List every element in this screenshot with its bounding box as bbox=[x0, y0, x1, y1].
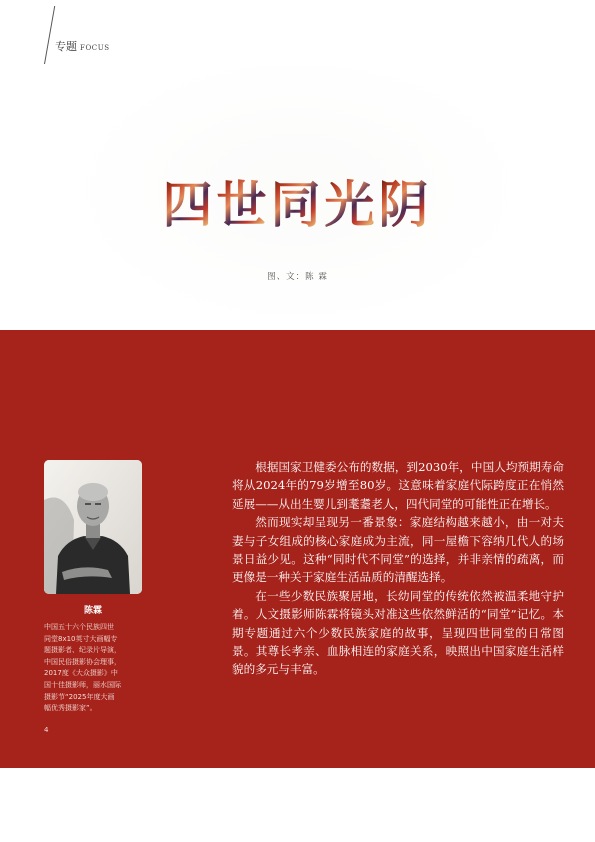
section-label bbox=[55, 38, 110, 54]
title-char-4: 光 bbox=[325, 170, 379, 240]
section-label-cn: 专题 bbox=[55, 40, 77, 53]
body-paragraph: 在一些少数民族聚居地，长幼同堂的传统依然被温柔地守护着。人文摄影师陈霖将镜头对准这些依然鲜活的“同堂”记忆。本期专题通过六个少数民族家庭的故事，呈现四世同堂的日常图景。其尊长孝亲、血脉相连的家庭关系，映照出中国家庭生活样貌的多元与丰富。 bbox=[232, 588, 564, 677]
author-portrait bbox=[44, 460, 142, 594]
article-body bbox=[232, 458, 564, 679]
bio-line: 中国五十六个民族四世 bbox=[44, 623, 114, 631]
section-label-en: FOCUS bbox=[80, 44, 110, 52]
bio-line: 题摄影者、纪录片导演， bbox=[44, 646, 121, 655]
bio-line: 同堂8x10英寸大画幅专 bbox=[44, 634, 118, 643]
bio-line: 2017度《大众摄影》中 bbox=[44, 669, 118, 678]
page-number: 4 bbox=[44, 726, 49, 734]
bio-line: 摄影节“2025年度大画 bbox=[44, 692, 115, 701]
author-portrait-illustration bbox=[44, 460, 142, 594]
title-char-1: 四 bbox=[163, 170, 217, 240]
title-char-3: 同 bbox=[271, 170, 325, 240]
header-rule bbox=[44, 6, 55, 64]
body-paragraph: 根据国家卫健委公布的数据，到2030年，中国人均预期寿命将从2024年的79岁增至80岁。这意味着家庭代际跨度正在悄然延展——从出生婴儿到耄耋老人，四代同堂的可能性正在增长。 bbox=[232, 460, 564, 511]
title-char-5: 阴 bbox=[379, 170, 433, 240]
author-name: 陈霖 bbox=[83, 606, 102, 616]
bio-line: 幅优秀摄影家”。 bbox=[44, 704, 97, 713]
photo-text-credit: 图、文：陈 霖 bbox=[267, 272, 328, 282]
bio-line: 中国民俗摄影协会理事， bbox=[44, 657, 121, 666]
body-paragraph: 然而现实却呈现另一番景象：家庭结构越来越小，由一对夫妻与子女组成的核心家庭成为主流，同一屋檐下容纳几代人的场景日益少见。这种“同时代不同堂”的选择，并非亲情的疏离，而更像是一种关于家庭生活品质的清醒选择。 bbox=[232, 515, 564, 585]
bio-line: 国十佳摄影师，丽水国际 bbox=[44, 680, 121, 689]
title-char-2: 世 bbox=[217, 170, 271, 240]
article-title bbox=[0, 170, 595, 240]
author-bio bbox=[44, 622, 143, 715]
